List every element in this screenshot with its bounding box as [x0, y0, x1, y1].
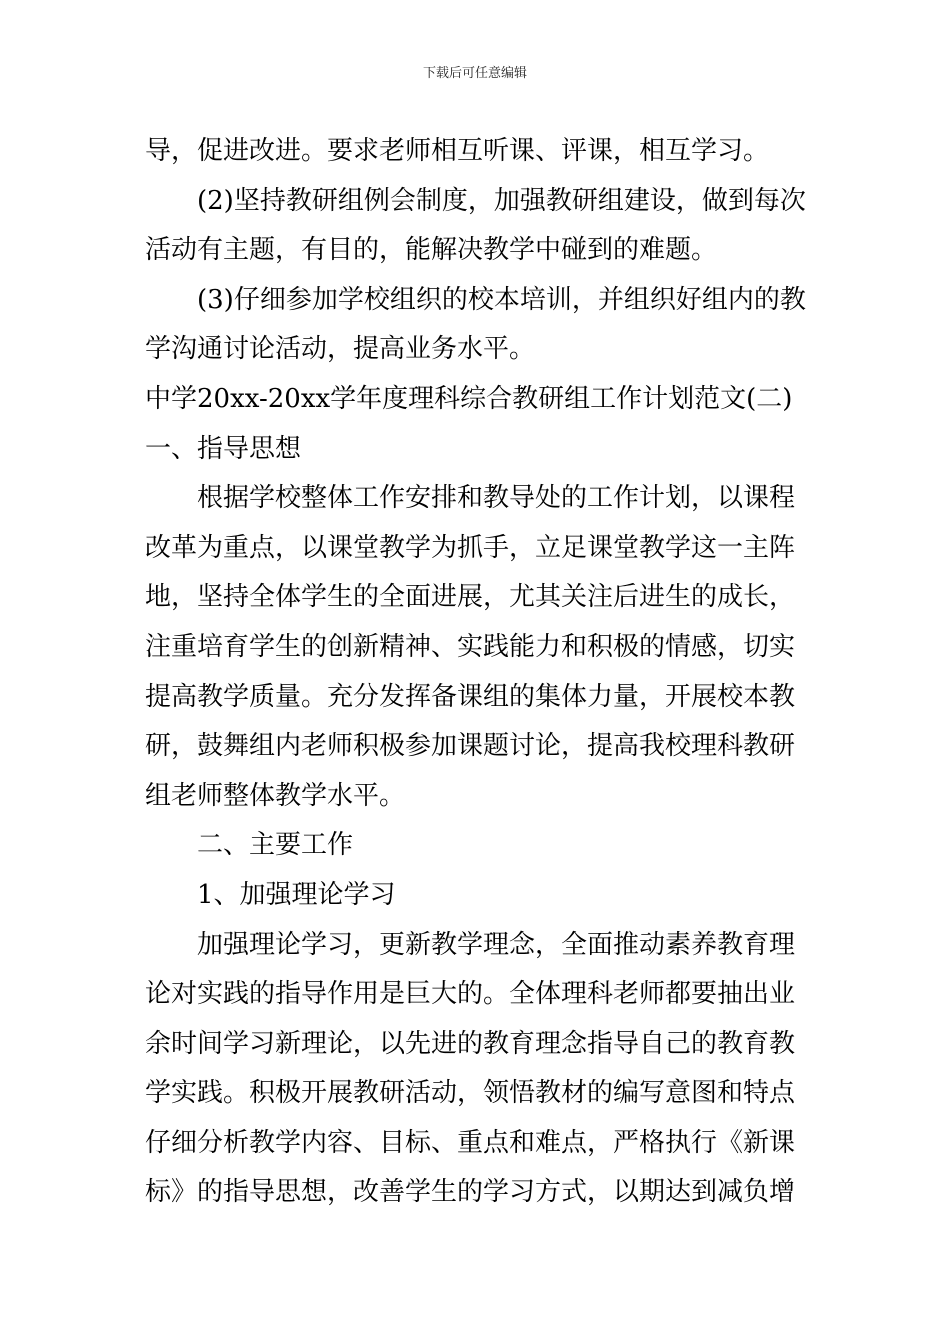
text-line: 改革为重点，以课堂教学为抓手，立足课堂教学这一主阵 — [145, 532, 796, 563]
text-line: (3)仔细参加学校组织的校本培训，并组织好组内的教 — [197, 284, 806, 315]
text-line: 根据学校整体工作安排和教导处的工作计划，以课程 — [197, 483, 796, 514]
text-line: (2)坚持教研组例会制度，加强教研组建设，做到每次 — [197, 185, 806, 216]
text-line: 中学20xx-20xx学年度理科综合教研组工作计划范文(二) — [145, 383, 793, 414]
text-line: 研，鼓舞组内老师积极参加课题讨论，提高我校理科教研 — [145, 731, 796, 762]
text-line: 活动有主题，有目的，能解决教学中碰到的难题。 — [145, 235, 718, 266]
text-line: 1、加强理论学习 — [197, 879, 396, 910]
text-line: 学沟通讨论活动，提高业务水平。 — [145, 334, 536, 365]
text-line: 学实践。积极开展教研活动，领悟教材的编写意图和特点 — [145, 1078, 796, 1109]
text-line: 导，促进改进。要求老师相互听课、评课，相互学习。 — [145, 136, 770, 166]
header-note: 下载后可任意编辑 — [422, 66, 527, 81]
text-line: 组老师整体教学水平。 — [145, 780, 406, 811]
text-line: 加强理论学习，更新教学理念，全面推动素养教育理 — [197, 929, 796, 960]
text-line: 余时间学习新理论，以先进的教育理念指导自己的教育教 — [145, 1028, 796, 1059]
text-line: 地，坚持全体学生的全面进展，尤其关注后进生的成长， — [145, 582, 796, 613]
text-line: 仔细分析教学内容、目标、重点和难点，严格执行《新课 — [145, 1127, 796, 1158]
text-line: 注重培育学生的创新精神、实践能力和积极的情感，切实 — [145, 631, 796, 662]
text-line: 论对实践的指导作用是巨大的。全体理科老师都要抽出业 — [145, 979, 796, 1010]
text-line: 二、主要工作 — [197, 830, 354, 861]
text-line: 一、指导思想 — [145, 433, 302, 464]
document-body — [145, 127, 810, 1218]
text-line: 标》的指导思想，改善学生的学习方式，以期达到减负增 — [145, 1177, 796, 1208]
text-line: 提高教学质量。充分发挥备课组的集体力量，开展校本教 — [145, 681, 796, 712]
